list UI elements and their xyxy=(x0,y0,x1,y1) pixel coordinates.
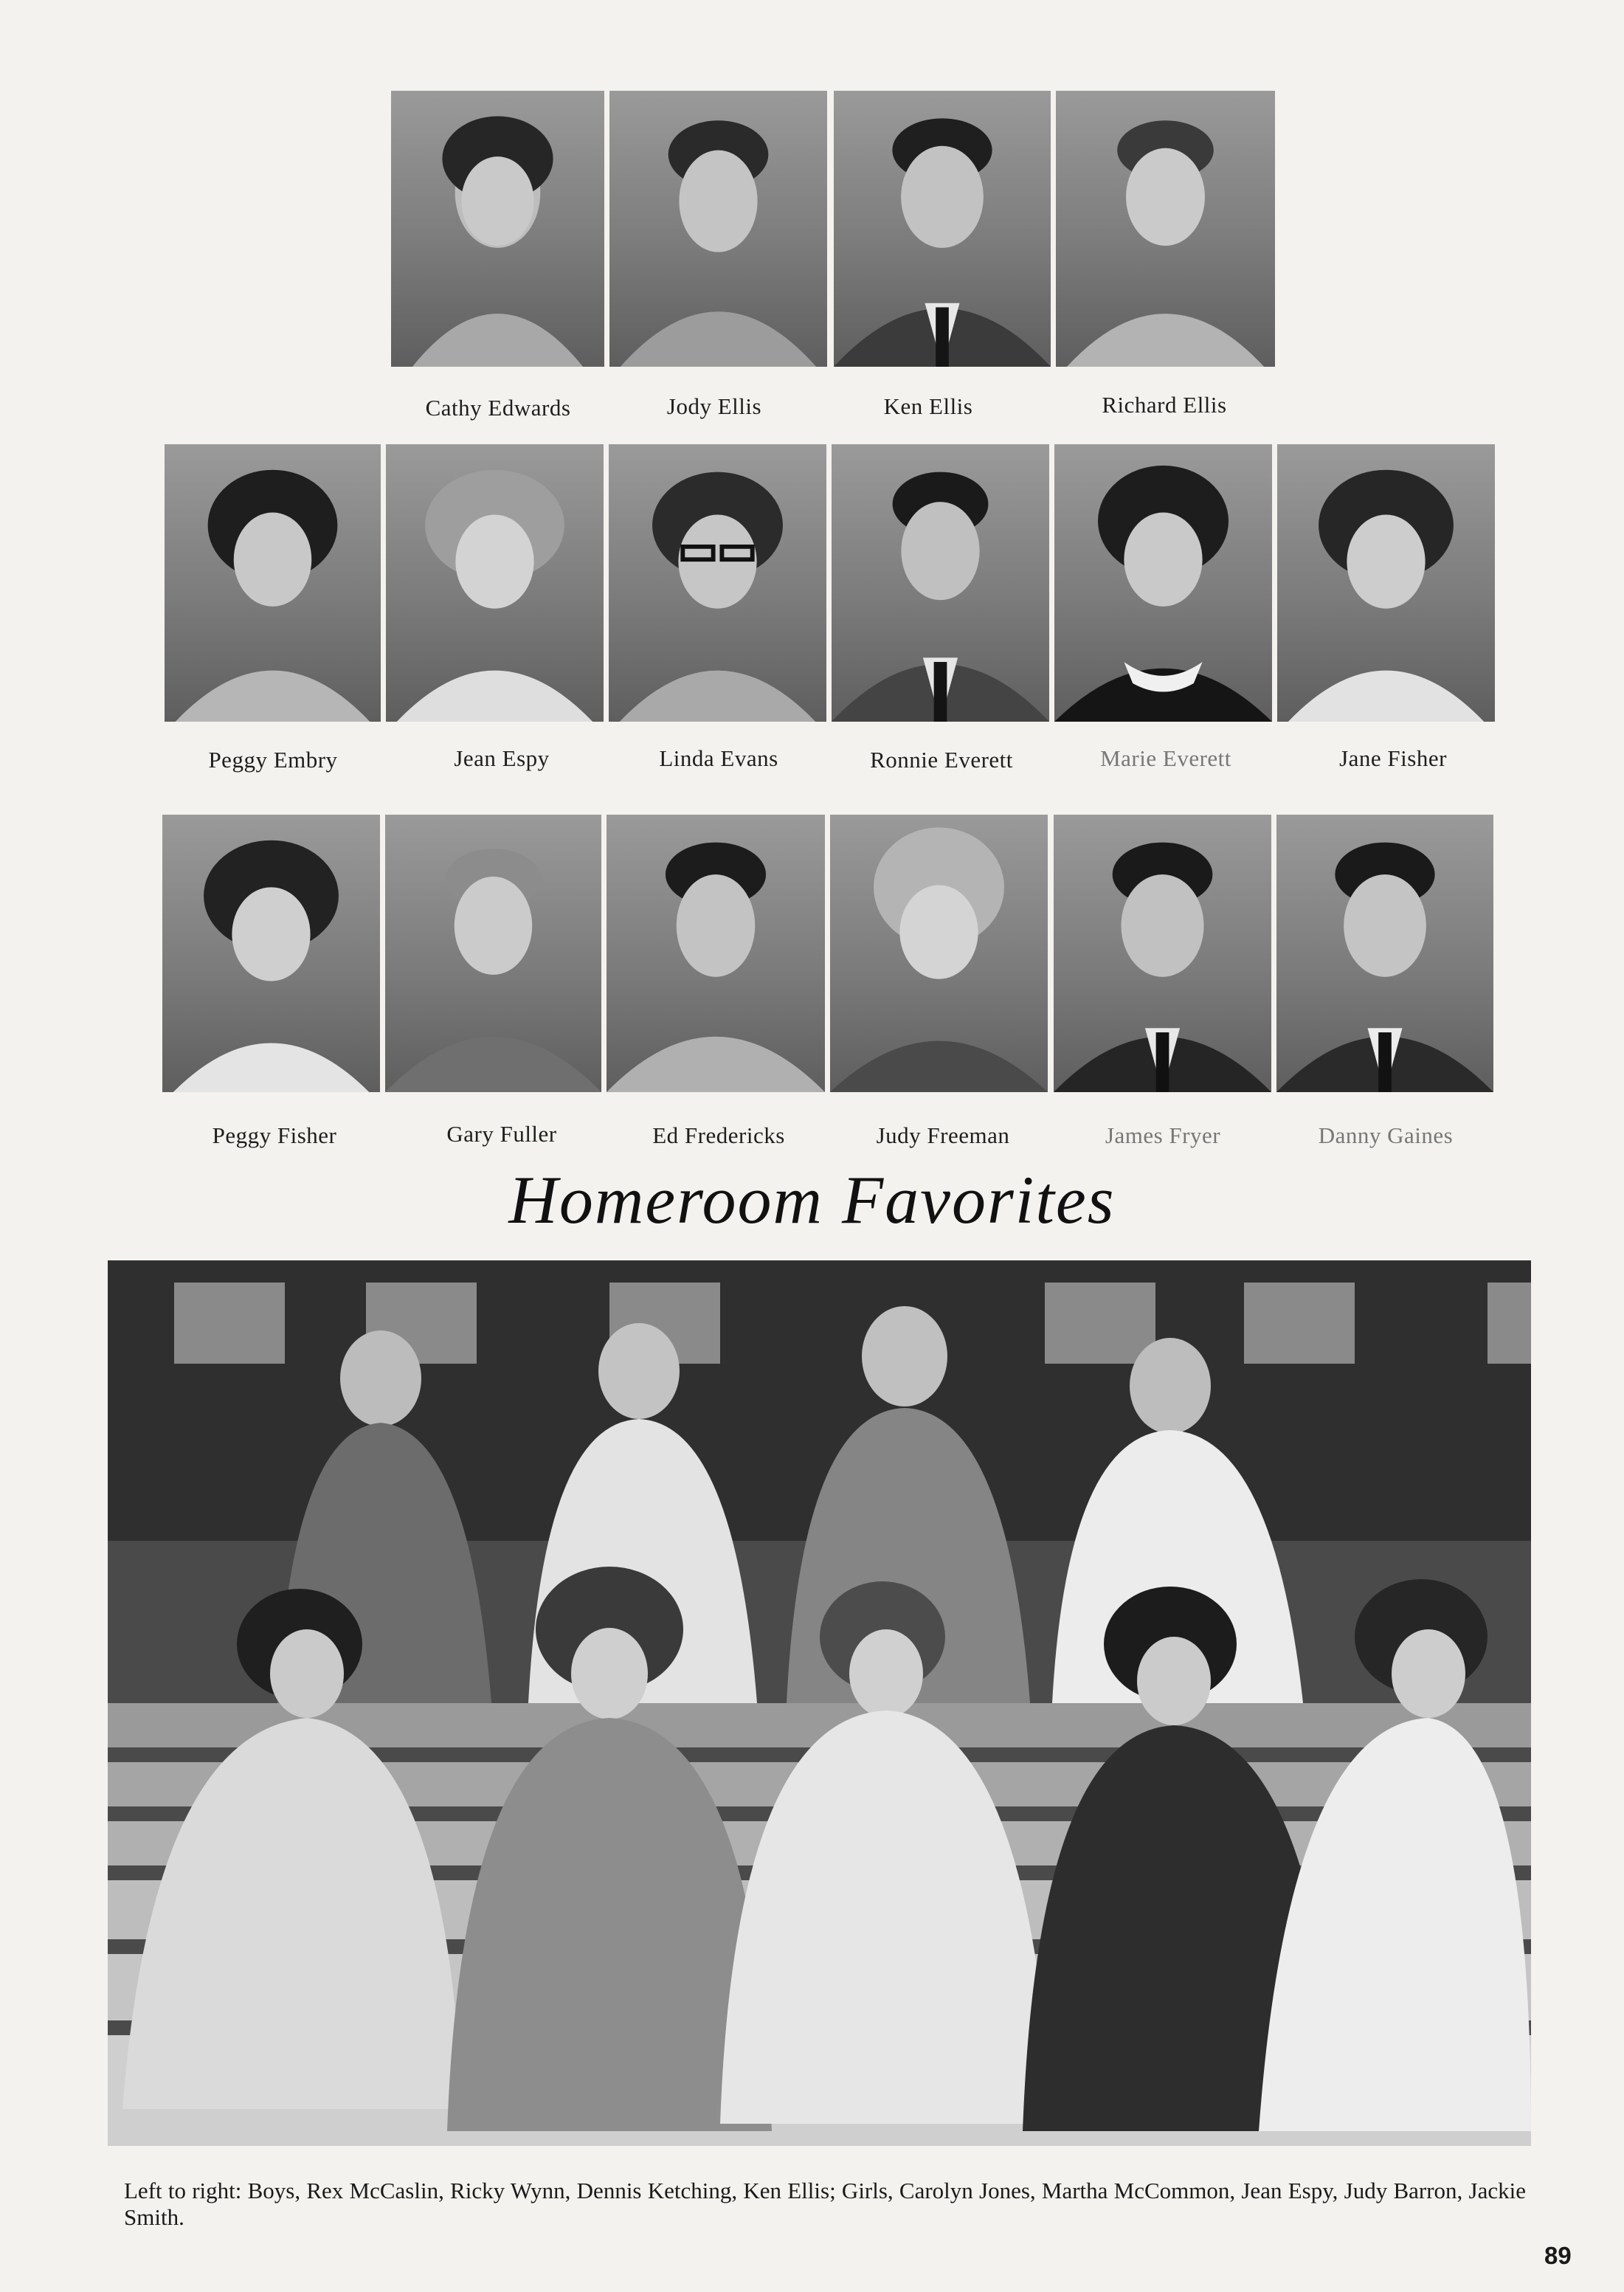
page-number: 89 xyxy=(1544,2242,1572,2269)
portrait-photo xyxy=(1276,815,1493,1092)
portrait-photo xyxy=(834,91,1051,367)
portrait-photo xyxy=(1054,815,1271,1092)
portrait-photo xyxy=(830,815,1048,1092)
portrait-photo xyxy=(165,444,381,722)
student-name: Gary Fuller xyxy=(446,1121,557,1147)
portrait-photo xyxy=(1277,444,1495,722)
student-name: Jane Fisher xyxy=(1339,745,1447,771)
portrait-photo xyxy=(391,91,604,367)
photo-caption: Left to right: Boys, Rex McCaslin, Ricky Wynn, Dennis Ketching, Ken Ellis; Girls, Carolyn Jones, Martha McCommon, Jean Espy, Judy Barron, Jackie Smith. xyxy=(124,2178,1526,2230)
portrait-photo xyxy=(1056,91,1275,367)
portrait-photo xyxy=(1054,444,1272,722)
portrait-photo xyxy=(609,444,826,722)
student-name: Cathy Edwards xyxy=(425,395,571,421)
portrait-photo xyxy=(609,91,827,367)
portrait-photo xyxy=(607,815,825,1092)
portrait-photo xyxy=(386,444,604,722)
student-name: Judy Freeman xyxy=(876,1122,1010,1148)
portrait-photo xyxy=(385,815,601,1092)
section-title: Homeroom Favorites xyxy=(508,1162,1116,1238)
student-name: Ronnie Everett xyxy=(870,747,1013,773)
portrait-photo xyxy=(832,444,1049,722)
student-name: Marie Everett xyxy=(1100,745,1231,771)
student-name: Linda Evans xyxy=(659,745,778,771)
student-name: James Fryer xyxy=(1105,1122,1221,1148)
student-name: Ed Fredericks xyxy=(652,1122,785,1148)
student-name: Danny Gaines xyxy=(1318,1122,1454,1148)
student-name: Ken Ellis xyxy=(883,393,973,419)
student-name: Jean Espy xyxy=(454,745,550,771)
student-name: Peggy Embry xyxy=(208,747,338,773)
student-name: Richard Ellis xyxy=(1102,392,1227,418)
student-name: Jody Ellis xyxy=(666,393,762,419)
group-photo xyxy=(108,1260,1531,2146)
portrait-photo xyxy=(162,815,380,1092)
student-name: Peggy Fisher xyxy=(212,1122,337,1148)
